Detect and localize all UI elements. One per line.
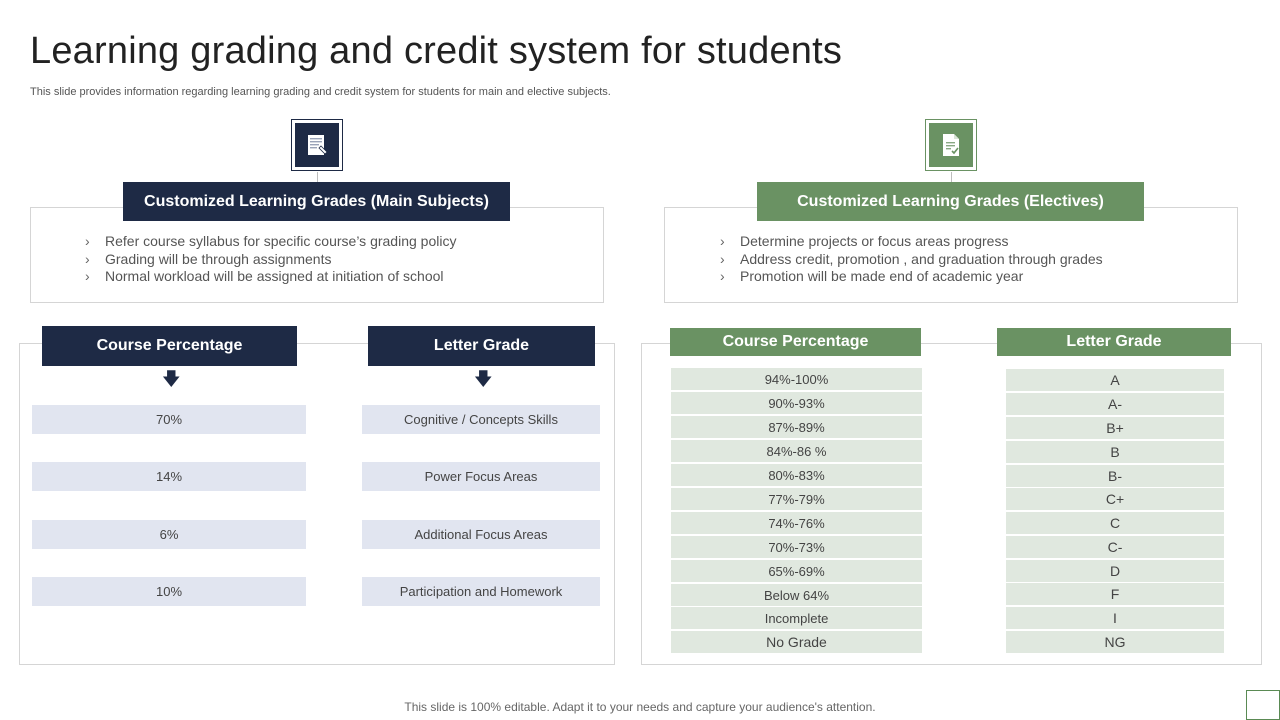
elective-percentage-header: Course Percentage xyxy=(670,328,921,356)
elective-grade-cell: A xyxy=(1006,369,1224,391)
chevron-right-icon: › xyxy=(720,268,725,284)
elective-percentage-cell: Below 64% xyxy=(671,584,922,606)
list-item: › Refer course syllabus for specific course’s grading policy xyxy=(85,233,457,249)
certificate-icon xyxy=(304,132,330,158)
page-subtitle: This slide provides information regarding learning grading and credit system for students for main and elective subjects. xyxy=(30,86,611,98)
elective-percentage-cell: Incomplete xyxy=(671,607,922,629)
elective-grade-cell: NG xyxy=(1006,631,1224,653)
page-title: Learning grading and credit system for students xyxy=(30,30,843,72)
main-percentage-cell: 6% xyxy=(32,520,306,549)
chevron-right-icon: › xyxy=(720,233,725,249)
main-component-cell: Power Focus Areas xyxy=(362,462,600,491)
elective-percentage-cell: 94%-100% xyxy=(671,368,922,390)
icon-connector-main xyxy=(317,172,318,182)
main-component-cell: Participation and Homework xyxy=(362,577,600,606)
elective-grade-cell: I xyxy=(1006,607,1224,629)
main-percentage-cell: 14% xyxy=(32,462,306,491)
main-percentage-cell: 10% xyxy=(32,577,306,606)
elective-percentage-cell: 70%-73% xyxy=(671,536,922,558)
elective-percentage-cell: 84%-86 % xyxy=(671,440,922,462)
main-grades-panel xyxy=(19,343,615,665)
main-subjects-banner: Customized Learning Grades (Main Subjects) xyxy=(123,182,510,221)
list-item: › Address credit, promotion , and graduation through grades xyxy=(720,250,1103,267)
elective-percentage-cell: 74%-76% xyxy=(671,512,922,534)
elective-grade-cell: A- xyxy=(1006,393,1224,415)
elective-grade-cell: B+ xyxy=(1006,417,1224,439)
main-bullet-list xyxy=(85,233,456,286)
list-item: › Determine projects or focus areas progress xyxy=(720,233,1009,249)
elective-grade-cell: C+ xyxy=(1006,488,1224,510)
icon-connector-elective xyxy=(951,172,952,182)
document-check-icon-frame xyxy=(925,119,977,171)
elective-percentage-cell: 65%-69% xyxy=(671,560,922,582)
footer-note: This slide is 100% editable. Adapt it to your needs and capture your audience's attention. xyxy=(404,700,876,714)
main-percentage-cell: 70% xyxy=(32,405,306,434)
corner-decoration xyxy=(1246,690,1280,720)
elective-grade-cell: C- xyxy=(1006,536,1224,558)
elective-grade-header: Letter Grade xyxy=(997,328,1231,356)
elective-grade-cell: F xyxy=(1006,583,1224,605)
chevron-right-icon: › xyxy=(85,268,90,284)
chevron-right-icon: › xyxy=(85,233,90,249)
chevron-right-icon: › xyxy=(720,250,725,267)
list-item: › Grading will be through assignments xyxy=(85,250,332,267)
arrow-down-icon: 🡇 xyxy=(474,369,493,389)
elective-grade-cell: B xyxy=(1006,441,1224,463)
certificate-icon-frame xyxy=(291,119,343,171)
elective-grade-cell: D xyxy=(1006,560,1224,582)
main-grade-header: Letter Grade xyxy=(368,326,595,366)
list-item: › Promotion will be made end of academic year xyxy=(720,268,1024,284)
document-check-icon xyxy=(939,132,963,158)
electives-banner: Customized Learning Grades (Electives) xyxy=(757,182,1144,221)
elective-percentage-cell: 77%-79% xyxy=(671,488,922,510)
main-component-cell: Additional Focus Areas xyxy=(362,520,600,549)
elective-percentage-cell: 90%-93% xyxy=(671,392,922,414)
chevron-right-icon: › xyxy=(85,250,90,267)
list-item: › Normal workload will be assigned at initiation of school xyxy=(85,268,444,284)
arrow-down-icon: 🡇 xyxy=(162,369,181,389)
elective-percentage-cell: No Grade xyxy=(671,631,922,653)
elective-grade-cell: C xyxy=(1006,512,1224,534)
main-percentage-header: Course Percentage xyxy=(42,326,297,366)
elective-grade-cell: B- xyxy=(1006,465,1224,487)
main-component-cell: Cognitive / Concepts Skills xyxy=(362,405,600,434)
elective-bullet-list xyxy=(720,233,1103,286)
elective-percentage-cell: 87%-89% xyxy=(671,416,922,438)
elective-percentage-cell: 80%-83% xyxy=(671,464,922,486)
